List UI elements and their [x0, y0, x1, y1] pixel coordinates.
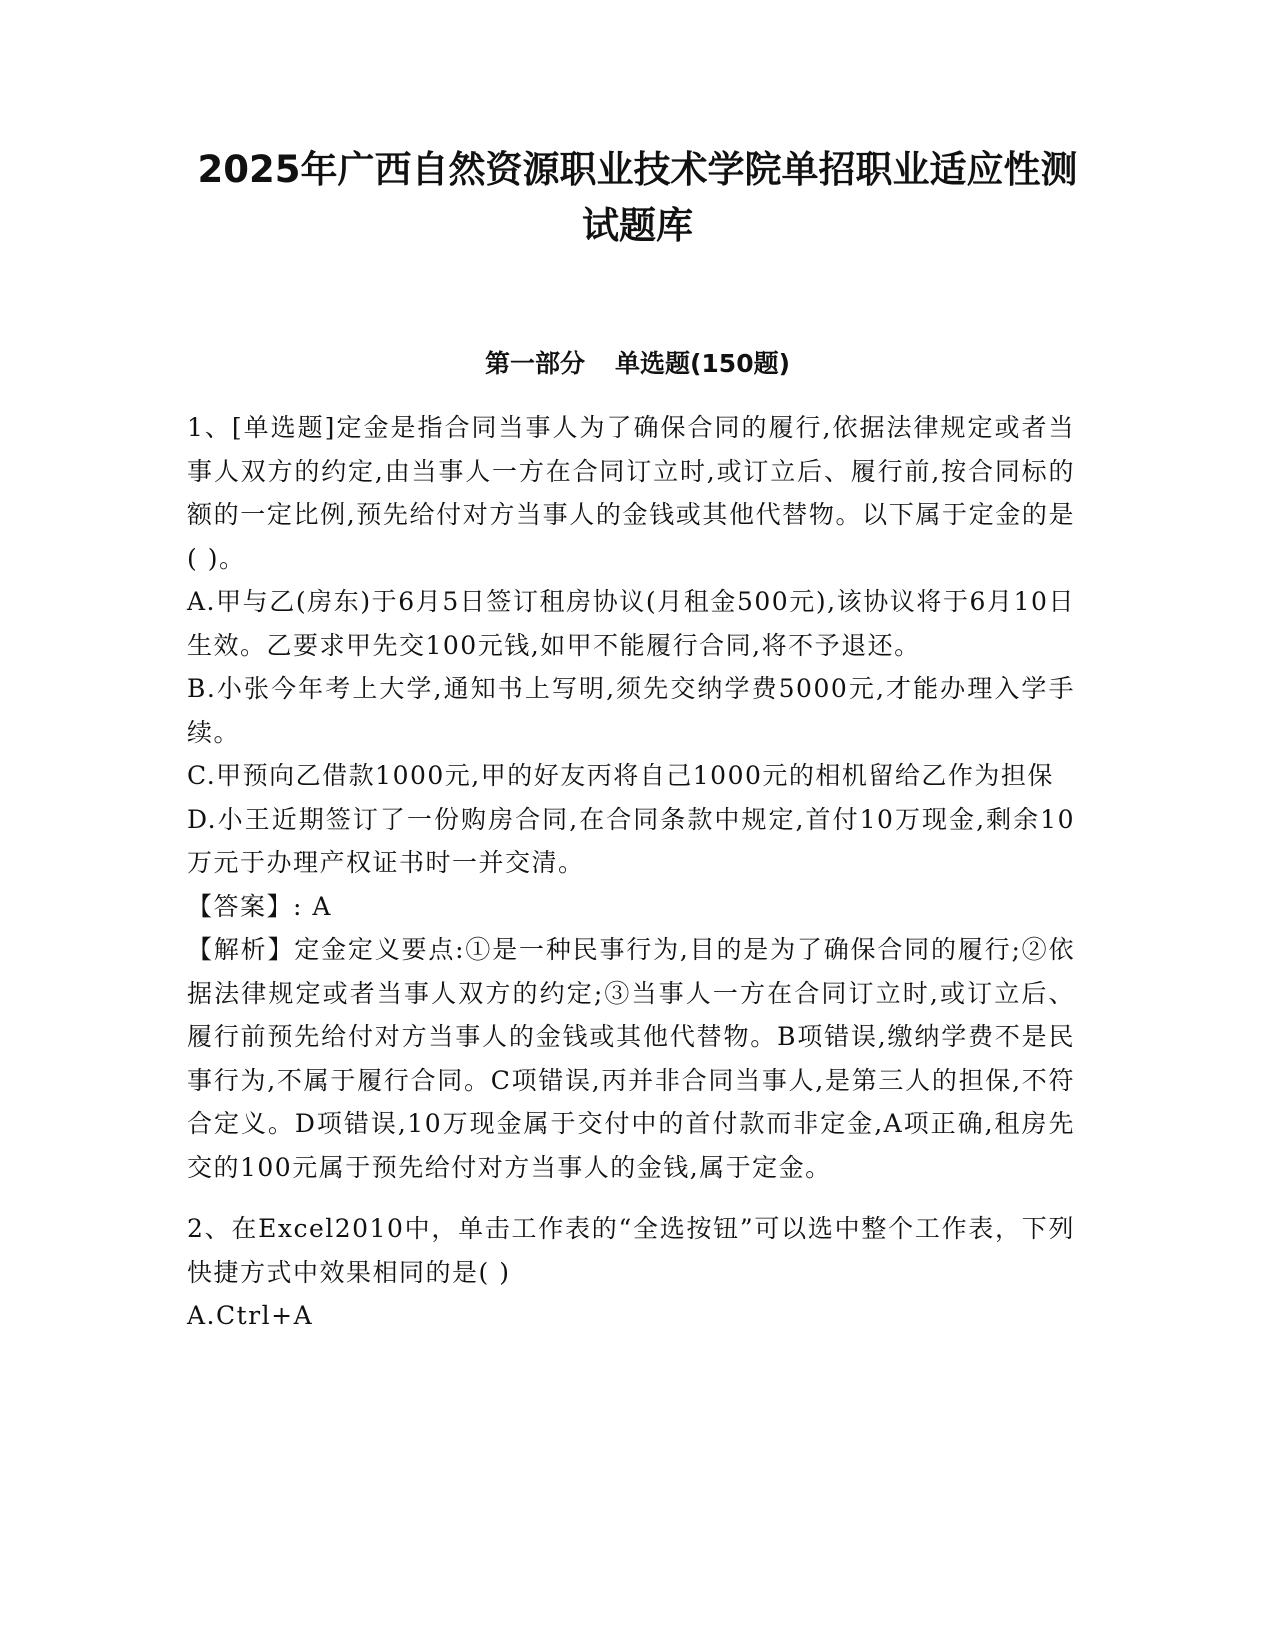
question-list	[187, 406, 1075, 1338]
question-1	[187, 406, 1075, 1189]
question-2	[187, 1207, 1075, 1338]
document-title-line-1: 2025年广西自然资源职业技术学院单招职业适应性测	[197, 148, 1078, 191]
analysis-text: 定金定义要点:①是一种民事行为,目的是为了确保合同的履行;②依据法律规定或者当事人双方的约定;③当事人一方在合同订立时,或订立后、履行前预先给付对方当事人的金钱或其他代替物。B项错误,缴纳学费不是民事行为,不属于履行合同。C项错误,丙并非合同当事人,是第三人的担保,不符合定义。D项错误,10万现金属于交付中的首付款而非定金,A项正确,租房先交的100元属于预先给付对方当事人的金钱,属于定金。	[187, 935, 1075, 1182]
option-b: B.小张今年考上大学,通知书上写明,须先交纳学费5000元,才能办理入学手续。	[187, 674, 1075, 747]
option-a: A.甲与乙(房东)于6月5日签订租房协议(月租金500元),该协议将于6月10日生效。乙要求甲先交100元钱,如甲不能履行合同,将不予退还。	[187, 587, 1075, 660]
answer-line	[187, 885, 1075, 929]
section-label: 单选题(150题)	[614, 349, 791, 378]
section-title	[150, 344, 1125, 384]
answer-value: A	[312, 891, 332, 921]
document-title	[150, 142, 1125, 254]
option-a: A.Ctrl+A	[187, 1301, 314, 1330]
question-stem: 2、在Excel2010中，单击工作表的“全选按钮”可以选中整个工作表，下列快捷方式中效果相同的是( )	[187, 1214, 1075, 1287]
analysis-line	[187, 928, 1075, 1189]
question-stem: 1、[单选题]定金是指合同当事人为了确保合同的履行,依据法律规定或者当事人双方的约定,由当事人一方在合同订立时,或订立后、履行前,按合同标的额的一定比例,预先给付对方当事人的金钱或其他代替物。以下属于定金的是( )。	[187, 413, 1075, 573]
analysis-label: 【解析】	[187, 935, 295, 964]
option-d: D.小王近期签订了一份购房合同,在合同条款中规定,首付10万现金,剩余10万元于办理产权证书时一并交清。	[187, 804, 1075, 877]
document-title-line-2: 试题库	[582, 204, 693, 247]
option-c: C.甲预向乙借款1000元,甲的好友丙将自己1000元的相机留给乙作为担保	[187, 761, 1054, 790]
section-name: 第一部分	[484, 349, 585, 378]
answer-separator: :	[293, 891, 313, 921]
answer-label: 【答案】	[187, 891, 294, 921]
